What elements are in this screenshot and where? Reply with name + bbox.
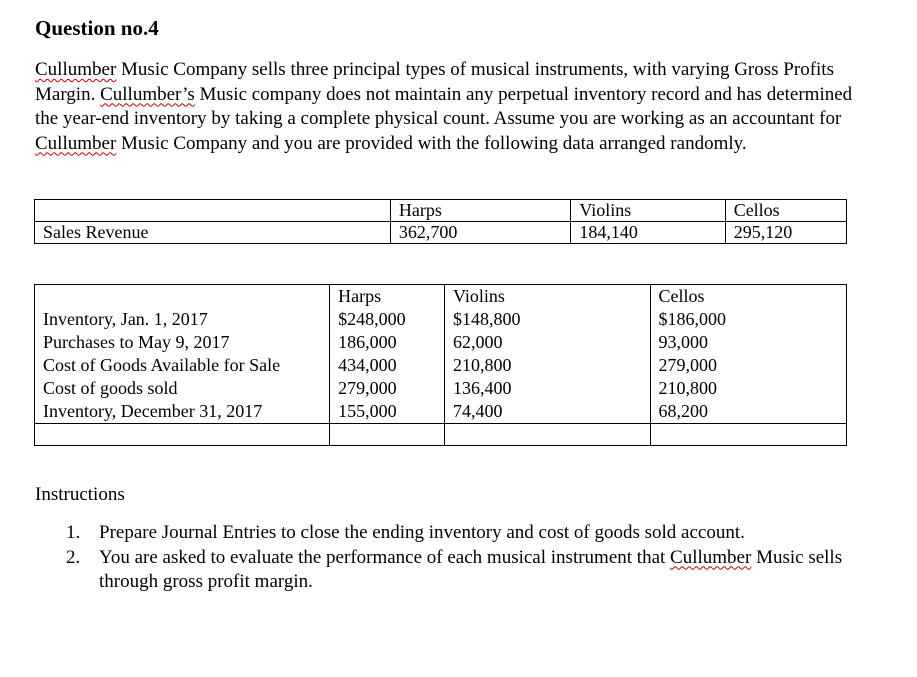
harps-cell: 279,000 <box>338 378 397 398</box>
row-label: Purchases to May 9, 2017 <box>43 332 230 352</box>
instruction-text-part: Cullumber <box>670 546 752 568</box>
inventory-empty-row <box>35 424 847 446</box>
instruction-item <box>66 521 856 546</box>
sales-revenue-label: Sales Revenue <box>35 222 391 244</box>
violins-cell: $148,800 <box>453 309 521 329</box>
inventory-body-row <box>35 308 847 424</box>
intro-paragraph <box>35 58 865 156</box>
instructions-list <box>66 521 856 595</box>
instructions-title: Instructions <box>35 484 125 505</box>
row-label: Cost of Goods Available for Sale <box>43 355 281 375</box>
sales-harps-value: 362,700 <box>390 222 570 244</box>
sales-header-row <box>35 200 847 222</box>
harps-cell: 434,000 <box>338 355 397 375</box>
intro-text-6: Music Company and you are provided with the following data arranged randomly. <box>116 132 747 154</box>
inventory-header-harps: Harps <box>330 285 445 309</box>
empty-cell <box>445 424 651 446</box>
row-label: Inventory, December 31, 2017 <box>43 401 263 421</box>
cellos-column <box>650 308 846 424</box>
cellos-cell: 68,200 <box>658 401 709 421</box>
harps-cell: 186,000 <box>338 332 397 352</box>
intro-text-1: Cullumber <box>35 59 117 80</box>
instruction-number: 2. <box>66 546 81 568</box>
violins-cell: 62,000 <box>453 332 503 352</box>
inventory-header-row <box>35 285 847 309</box>
instruction-item <box>66 546 856 595</box>
cellos-cell: $186,000 <box>658 309 727 329</box>
sales-violins-value: 184,140 <box>571 222 725 244</box>
cellos-cell: 93,000 <box>658 332 709 352</box>
instruction-text <box>99 521 745 546</box>
violins-cell: 210,800 <box>453 355 512 375</box>
intro-text-5: Cullumber <box>35 132 117 154</box>
cellos-cell: 210,800 <box>658 378 718 398</box>
violins-column <box>445 308 651 424</box>
empty-cell <box>330 424 445 446</box>
instruction-text-part: You are asked to evaluate the performance of each musical instrument that <box>99 546 671 568</box>
intro-text-3: Cullumber’s <box>100 83 195 105</box>
inventory-table <box>34 284 847 446</box>
row-label: Inventory, Jan. 1, 2017 <box>43 309 208 329</box>
sales-header-violins: Violins <box>571 200 725 222</box>
instruction-number: 1. <box>66 522 81 543</box>
inventory-header-cellos: Cellos <box>650 285 846 309</box>
harps-column <box>330 308 445 424</box>
harps-cell: 155,000 <box>338 401 397 421</box>
sales-header-harps: Harps <box>390 200 570 222</box>
sales-revenue-table <box>34 199 847 244</box>
harps-cell: $248,000 <box>338 309 406 329</box>
empty-cell <box>35 424 330 446</box>
instruction-text-part: Prepare Journal Entries to close the ending inventory and cost of goods sold account. <box>99 522 745 543</box>
sales-header-cellos: Cellos <box>725 200 846 222</box>
violins-cell: 74,400 <box>453 401 503 421</box>
question-heading: Question no.4 <box>35 16 159 40</box>
inventory-header-blank <box>35 285 330 309</box>
inventory-header-violins: Violins <box>445 285 651 309</box>
sales-revenue-row <box>35 222 847 244</box>
instruction-text-part: Music sells through gross profit margin. <box>99 546 843 592</box>
violins-cell: 136,400 <box>453 378 512 398</box>
row-label: Cost of goods sold <box>43 378 178 398</box>
sales-header-blank <box>35 200 391 222</box>
empty-cell <box>650 424 846 446</box>
inventory-row-labels <box>35 308 330 424</box>
instruction-text <box>99 546 856 595</box>
sales-cellos-value: 295,120 <box>725 222 846 244</box>
intro-text-4: Music company does not maintain any perpetual inventory record and has determined the year-end inventory by taking a complete physical count. Assume you are working as an accountant for <box>35 83 853 129</box>
cellos-cell: 279,000 <box>658 355 718 375</box>
intro-text-2: Music Company sells three principal types of musical instruments, with varying Gross Profits Margin. <box>35 59 834 105</box>
